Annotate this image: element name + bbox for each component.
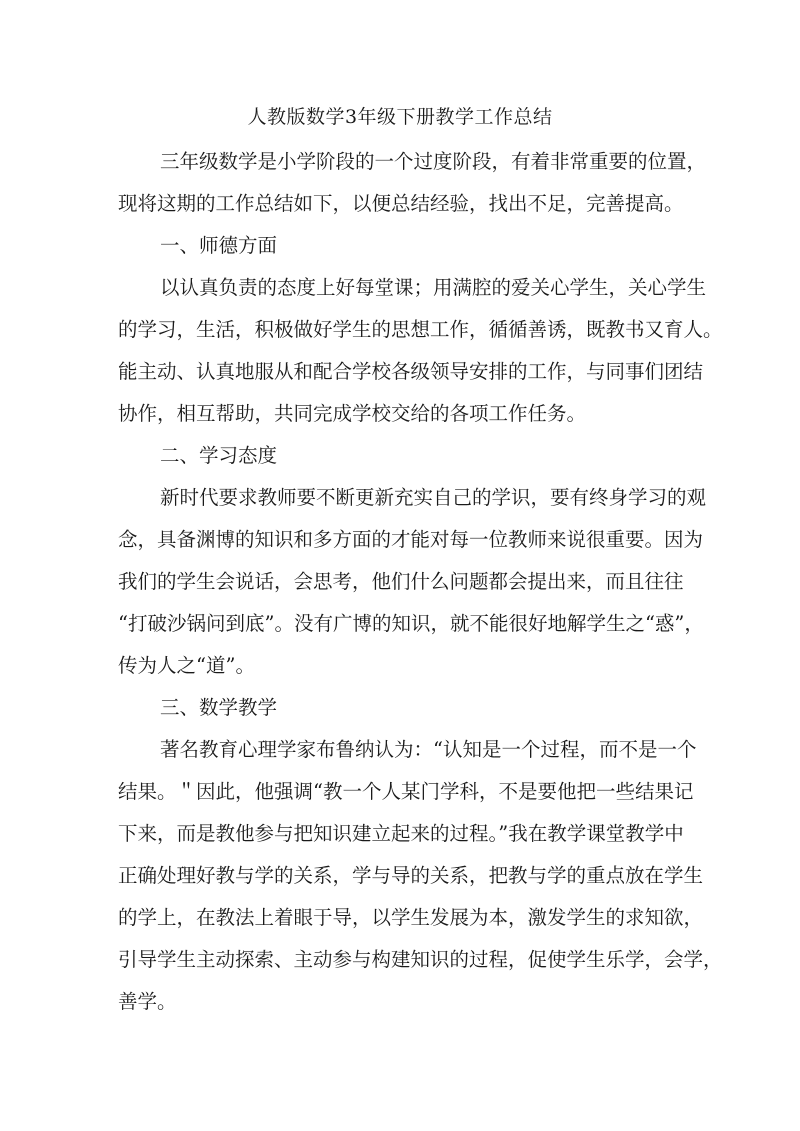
paragraph-line: 能主动、认真地服从和配合学校各级领导安排的工作，与同事们团结 <box>118 360 704 383</box>
section-heading-teaching: 三、数学教学 <box>160 696 278 719</box>
document-title: 人教版数学3年级下册教学工作总结 <box>247 106 553 128</box>
intro-line: 现将这期的工作总结如下，以便总结经验，找出不足，完善提高。 <box>118 192 684 215</box>
paragraph-line: 新时代要求教师要不断更新充实自己的学识，要有终身学习的观 <box>160 486 707 509</box>
paragraph-line: 正确处理好教与学的关系，学与导的关系，把教与学的重点放在学生 <box>118 864 704 887</box>
paragraph-line: 传为人之“道”。 <box>118 654 255 677</box>
paragraph-line: 结果。＂因此，他强调“教一个人某门学科，不是要他把一些结果记 <box>118 780 694 803</box>
paragraph-line: 念，具备渊博的知识和多方面的才能对每一位教师来说很重要。因为 <box>118 528 704 551</box>
section-heading-ethics: 一、师德方面 <box>160 234 278 257</box>
paragraph-line: 引导学生主动探索、主动参与构建知识的过程，促使学生乐学，会学， <box>118 948 723 971</box>
paragraph-line: “打破沙锅问到底”。没有广博的知识，就不能很好地解学生之“惑”， <box>118 612 704 635</box>
paragraph-line: 的学习，生活，积极做好学生的思想工作，循循善诱，既教书又育人。 <box>118 318 723 341</box>
paragraph-line: 善学。 <box>118 990 177 1013</box>
paragraph-line: 下来，而是教他参与把知识建立起来的过程。”我在教学课堂教学中 <box>118 822 684 845</box>
paragraph-line: 协作，相互帮助，共同完成学校交给的各项工作任务。 <box>118 402 587 425</box>
paragraph-line: 的学上，在教法上着眼于导，以学生发展为本，激发学生的求知欲， <box>118 906 704 929</box>
section-heading-attitude: 二、学习态度 <box>160 444 278 467</box>
paragraph-line: 著名教育心理学家布鲁纳认为：“认知是一个过程，而不是一个 <box>160 738 697 761</box>
paragraph-line: 我们的学生会说话，会思考，他们什么问题都会提出来，而且往往 <box>118 570 684 593</box>
paragraph-line: 以认真负责的态度上好每堂课；用满腔的爱关心学生，关心学生 <box>160 276 707 299</box>
intro-line: 三年级数学是小学阶段的一个过度阶段，有着非常重要的位置， <box>160 150 707 173</box>
